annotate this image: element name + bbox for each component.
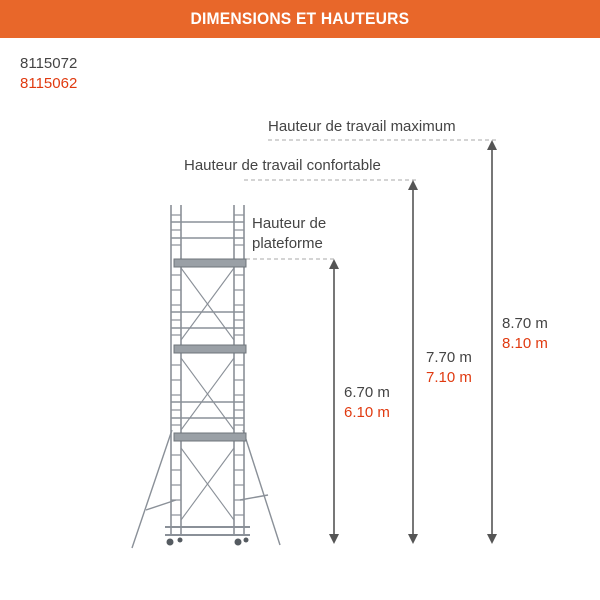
platform-value-a: 6.70 m bbox=[344, 384, 390, 401]
platform-arrow bbox=[329, 259, 339, 544]
max-work-value-a: 8.70 m bbox=[502, 315, 548, 332]
platform-label-line1: Hauteur de bbox=[252, 215, 327, 232]
platform-value-b: 6.10 m bbox=[344, 404, 390, 421]
max-work-arrow bbox=[487, 140, 497, 544]
comfort-work-label: Hauteur de travail confortable bbox=[184, 157, 381, 174]
comfort-work-arrow bbox=[408, 180, 418, 544]
max-work-label: Hauteur de travail maximum bbox=[268, 118, 456, 135]
scaffold-tower-illustration bbox=[132, 205, 280, 548]
max-work-value-b: 8.10 m bbox=[502, 335, 548, 352]
platform-label-line2: plateforme bbox=[252, 235, 323, 252]
scaffold-wheels bbox=[167, 538, 249, 546]
header-title: DIMENSIONS ET HAUTEURS bbox=[190, 9, 410, 28]
height-arrows bbox=[329, 140, 497, 544]
reference-number-b: 8115062 bbox=[20, 75, 78, 92]
scaffold-platforms bbox=[174, 259, 246, 441]
comfort-work-value-a: 7.70 m bbox=[426, 349, 472, 366]
reference-number-a: 8115072 bbox=[20, 55, 78, 72]
comfort-work-value-b: 7.10 m bbox=[426, 369, 472, 386]
